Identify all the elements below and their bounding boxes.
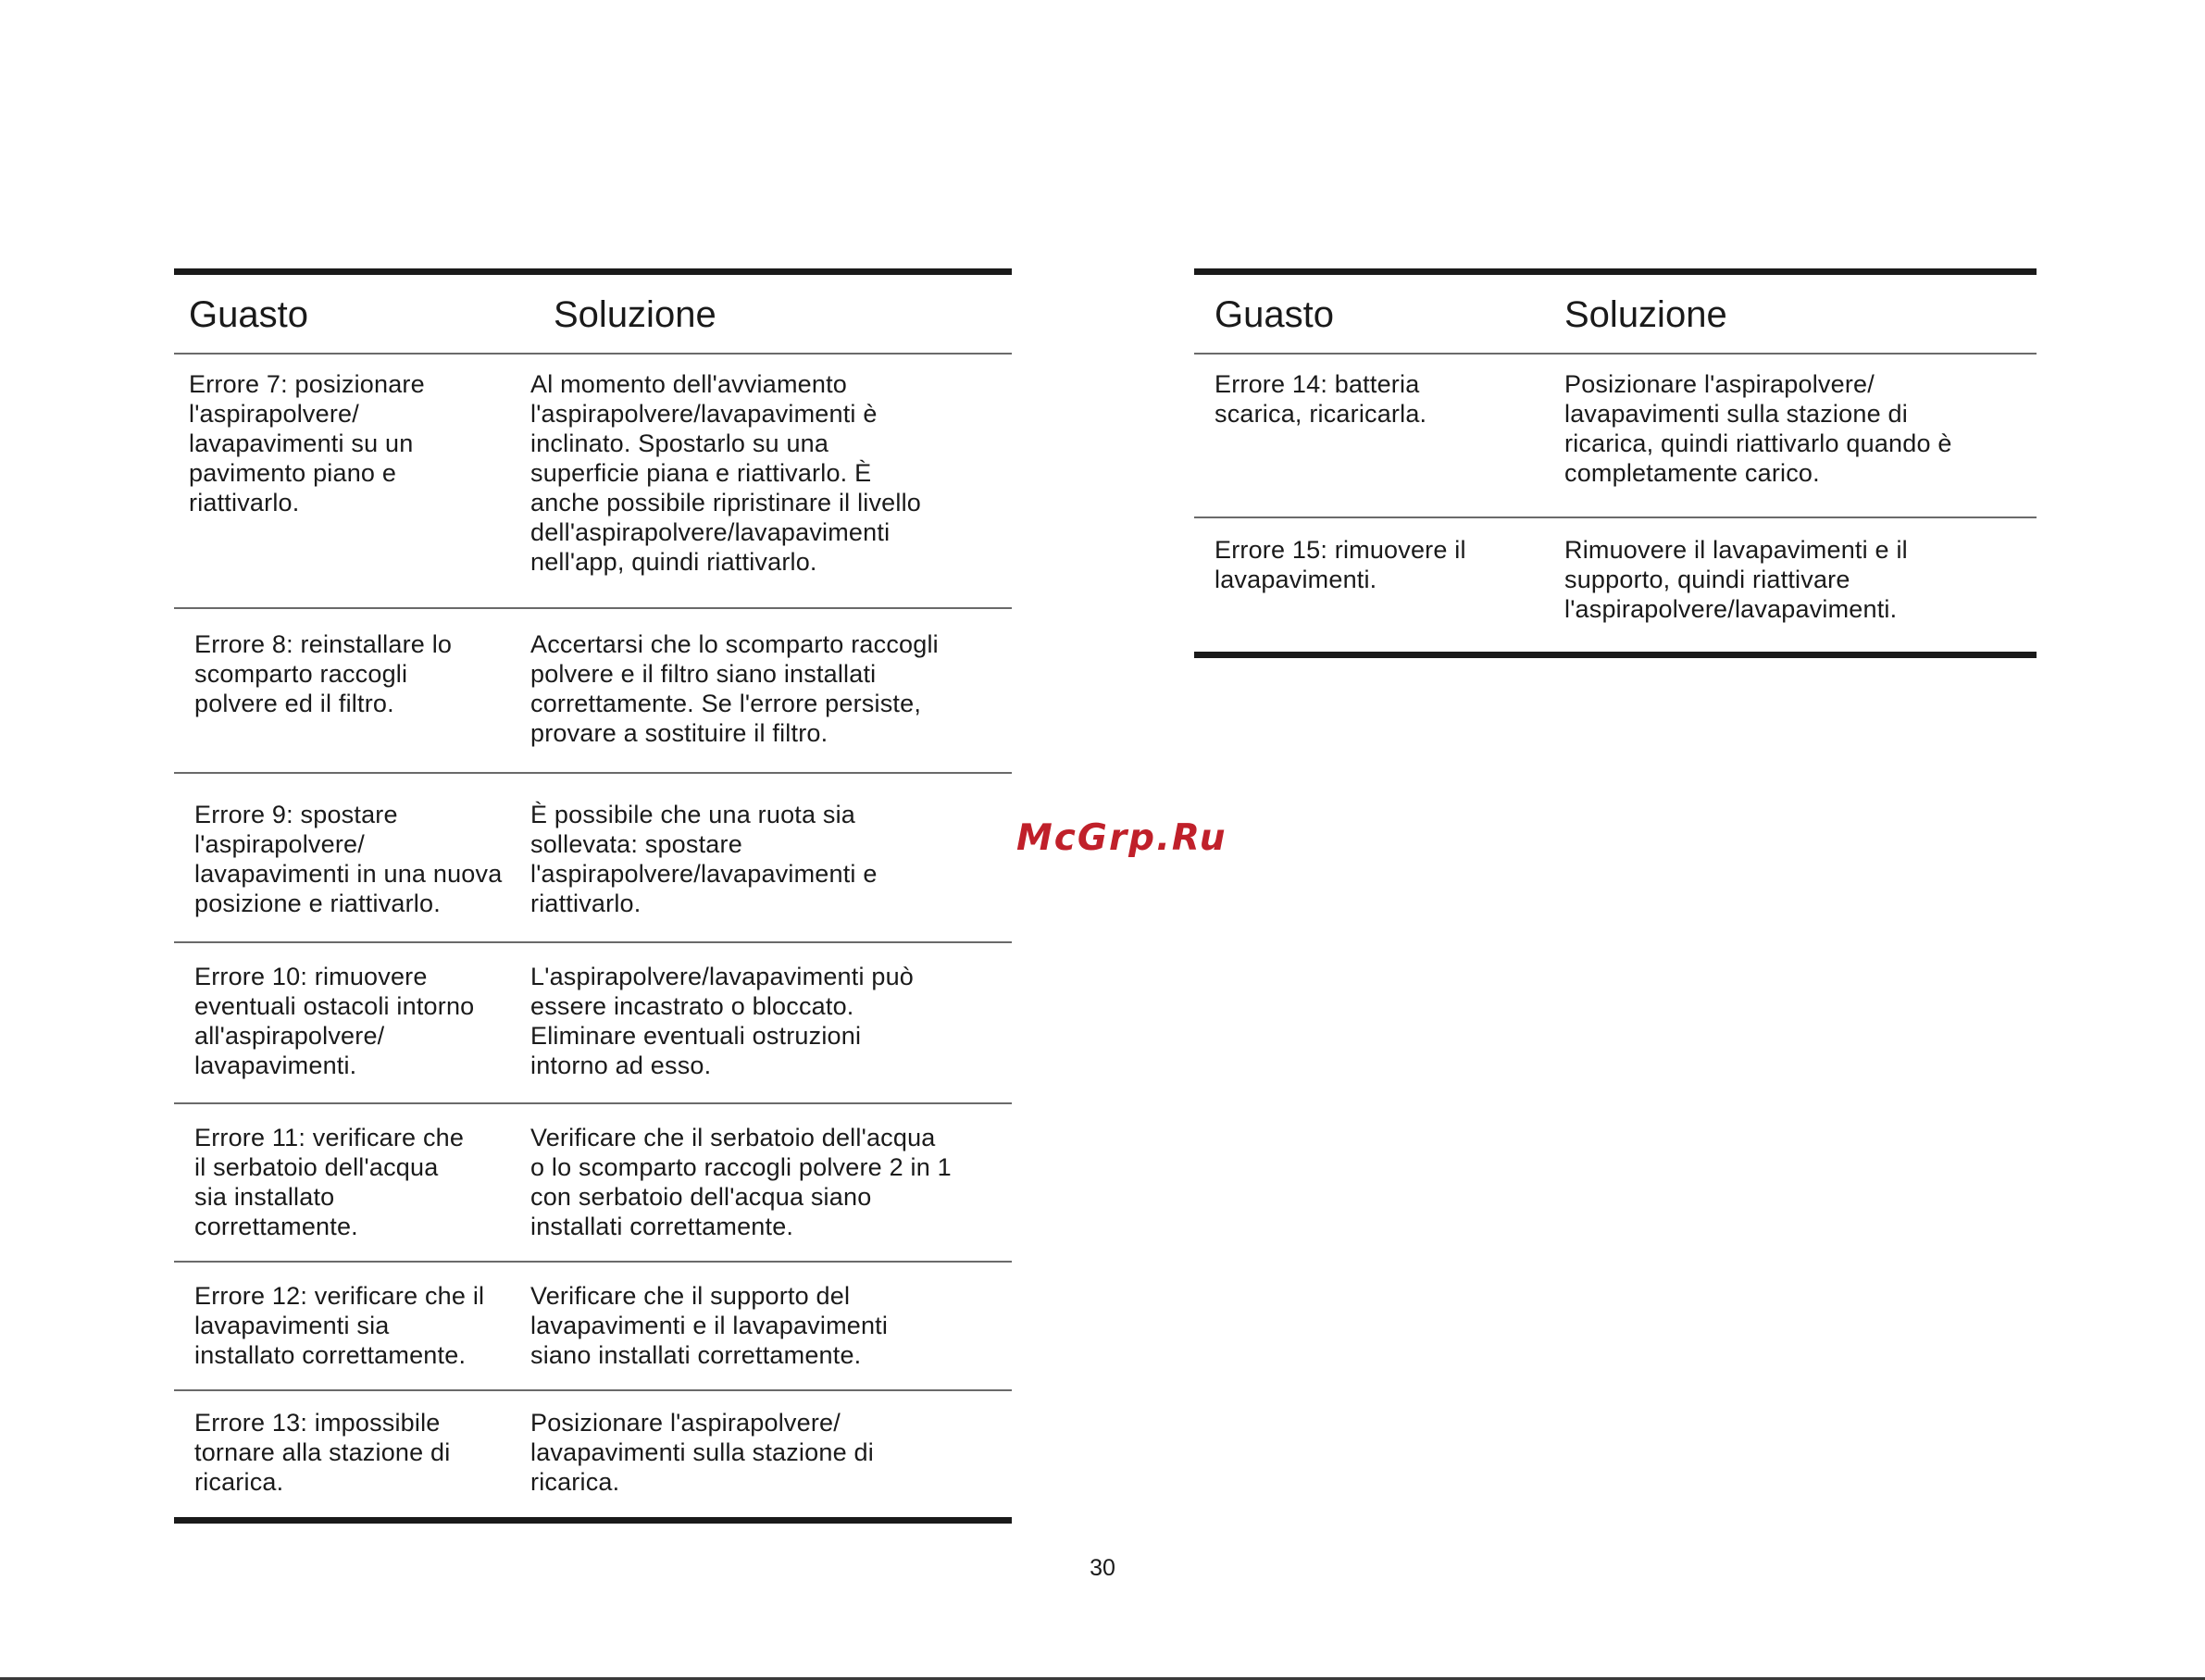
troubleshooting-table-right (1194, 268, 2037, 658)
solution-cell: Verificare che il supporto del lavapavimenti e il lavapavimenti siano installati correttamente. (530, 1282, 889, 1369)
table-row (1194, 518, 2037, 652)
table-row (174, 1104, 1012, 1263)
table-header (174, 275, 1012, 355)
header-fault: Guasto (189, 294, 308, 335)
solution-cell: Accertarsi che lo scomparto raccogli polvere e il filtro siano installati correttamente. Se l'errore persiste, provare a sostituire il filtro. (530, 630, 939, 747)
fault-cell: Errore 11: verificare che il serbatoio dell'acqua sia installato correttamente. (194, 1124, 465, 1240)
table-row (174, 1263, 1012, 1391)
table-row (174, 1391, 1012, 1517)
header-fault: Guasto (1215, 294, 1334, 335)
table-header (1194, 275, 2037, 355)
fault-cell: Errore 10: rimuovere eventuali ostacoli intorno all'aspirapolvere/ lavapavimenti. (194, 963, 475, 1079)
troubleshooting-table-left (174, 268, 1012, 1524)
solution-cell: L'aspirapolvere/lavapavimenti può essere incastrato o bloccato. Eliminare eventuali ostruzioni intorno ad esso. (530, 963, 914, 1079)
solution-cell: Posizionare l'aspirapolvere/ lavapavimenti sulla stazione di ricarica. (530, 1409, 874, 1496)
table-row (174, 943, 1012, 1104)
watermark-text: McGrp.Ru (1016, 817, 1227, 859)
fault-cell: Errore 15: rimuovere il lavapavimenti. (1215, 536, 1466, 593)
solution-cell: Rimuovere il lavapavimenti e il supporto, quindi riattivare l'aspirapolvere/lavapavimenti. (1564, 536, 1908, 623)
fault-cell: Errore 13: impossibile tornare alla stazione di ricarica. (194, 1409, 451, 1496)
header-solution: Soluzione (554, 294, 716, 335)
table-row (1194, 355, 2037, 518)
fault-cell: Errore 14: batteria scarica, ricaricarla. (1215, 370, 1427, 428)
fault-cell: Errore 9: spostare l'aspirapolvere/ lavapavimenti in una nuova posizione e riattivarlo. (194, 801, 503, 917)
table-row (174, 609, 1012, 774)
header-solution: Soluzione (1564, 294, 1727, 335)
fault-cell: Errore 8: reinstallare lo scomparto raccogli polvere ed il filtro. (194, 630, 453, 717)
table-row (174, 355, 1012, 609)
solution-cell: È possibile che una ruota sia sollevata: spostare l'aspirapolvere/lavapavimenti e riattivarlo. (530, 801, 878, 917)
solution-cell: Verificare che il serbatoio dell'acqua o lo scomparto raccogli polvere 2 in 1 con serbatoio dell'acqua siano installati correttamente. (530, 1124, 952, 1240)
solution-cell: Posizionare l'aspirapolvere/ lavapavimenti sulla stazione di ricarica, quindi riattivarlo quando è completamente carico. (1564, 370, 1952, 487)
page-number: 30 (1090, 1555, 1115, 1581)
fault-cell: Errore 7: posizionare l'aspirapolvere/ lavapavimenti su un pavimento piano e riattivarlo. (189, 370, 425, 516)
fault-cell: Errore 12: verificare che il lavapavimenti sia installato correttamente. (194, 1282, 485, 1369)
solution-cell: Al momento dell'avviamento l'aspirapolvere/lavapavimenti è inclinato. Spostarlo su una superficie piana e riattivarlo. È anche possibile ripristinare il livello dell'aspirapolvere/lavapavimenti nell'app, quindi riattivarlo. (530, 370, 921, 576)
table-row (174, 774, 1012, 943)
